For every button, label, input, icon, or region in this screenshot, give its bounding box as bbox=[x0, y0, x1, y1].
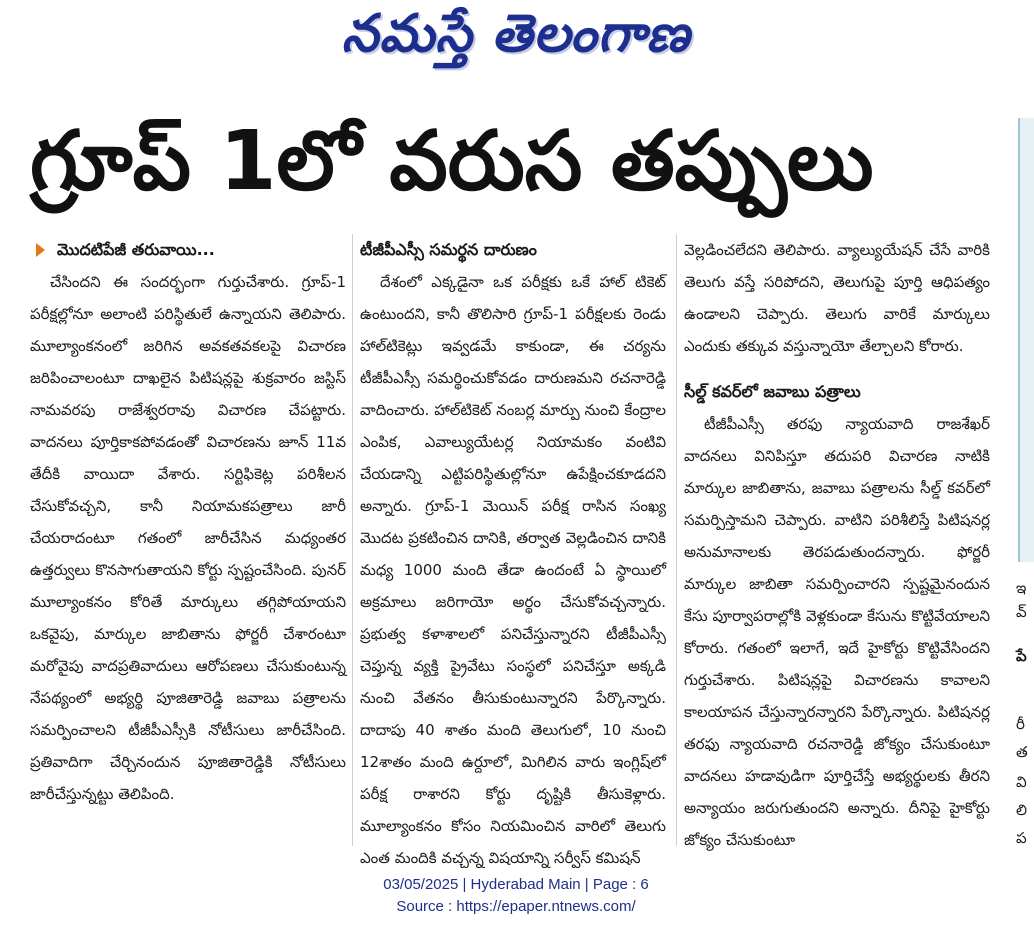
edge-fragment: లి bbox=[1016, 801, 1027, 819]
edge-fragment: ఇ bbox=[1016, 579, 1027, 597]
article-column-1 bbox=[30, 234, 346, 846]
edge-fragment: ప bbox=[1016, 829, 1027, 847]
column-divider bbox=[352, 234, 353, 846]
masthead-logo: నమస్తే తెలంగాణ bbox=[341, 4, 691, 64]
adjacent-article-sidebar bbox=[1018, 118, 1034, 562]
subhead-tgpsc-defence: టీజీపీఎస్సీ సమర్థన దారుణం bbox=[360, 240, 537, 259]
column-divider bbox=[676, 234, 677, 846]
article-column-3 bbox=[684, 234, 990, 849]
continuation-kicker bbox=[30, 234, 346, 266]
edge-fragment: పే bbox=[1016, 647, 1027, 665]
footer-source-link[interactable]: Source : https://epaper.ntnews.com/ bbox=[396, 898, 636, 915]
column-2-paragraph: దేశంలో ఎక్కడైనా ఒక పరీక్షకు ఒకే హాల్ టికెట్ ఉంటుందని, కానీ తొలిసారి గ్రూప్-1 పరీక్షలకు రెండు హాల్‌టికెట్లు ఇవ్వడమే కాకుండా, ఈ చర్యను టీజీపీఎస్సీ సమర్థించుకోవడం దారుణమని రచనారెడ్డి వాదించారు. హాల్‌టికెట్ నంబర్ల మార్పు నుంచి కేంద్రాల ఎంపిక, ఎవాల్యుయేటర్ల నియామకం వంటివి చేయడాన్ని ఎట్టిపరిస్థితుల్లోనూ ఉపేక్షించకూడదని అన్నారు. గ్రూప్-1 మెయిన్ పరీక్ష రాసిన సంఖ్య మొదట ప్రకటించిన దానికి, తర్వాత వెల్లడించిన దానికి మధ్య 1000 మంది తేడా ఉందంటే ఏ స్థాయిలో అక్రమాలు జరిగాయో అర్థం చేసుకోవచ్చన్నారు. ప్రభుత్వ కళాశాలలో పనిచేస్తున్నారని టీజీపీఎస్సీ చెప్తున్న వ్యక్తి ప్రైవేటు సంస్థలో పనిచేస్తూ అక్కడి నుంచి వేతనం తీసుకుంటున్నారని పేర్కొన్నారు. దాదాపు 40 శాతం మంది తెలుగులో, 10 నుంచి 12శాతం మంది ఉర్దూలో, మిగిలిన వారు ఇంగ్లిష్‌లో పరీక్ష రాశారని కోర్టు దృష్టికి తీసుకెళ్లారు. మూల్యాంకనం కోసం నియమించిన వారిలో తెలుగు ఎంత మందికి వచ్చన్న విషయాన్ని సర్వీస్ కమిషన్ bbox=[360, 273, 666, 867]
footer-edition-info: 03/05/2025 | Hyderabad Main | Page : 6 bbox=[383, 876, 649, 893]
article-headline: గ్రూప్ 1లో వరుస తప్పులు bbox=[30, 114, 874, 209]
arrow-right-icon bbox=[36, 243, 45, 257]
article-column-2 bbox=[360, 234, 666, 867]
subhead-sealed-cover: సీల్డ్ కవర్‌లో జవాబు పత్రాలు bbox=[684, 382, 861, 401]
column-3-paragraph: టీజీపీఎస్సీ తరఫు న్యాయవాది రాజశేఖర్ వాదనలు వినిపిస్తూ తదుపరి విచారణ నాటికి మార్కుల జాబితాను, జవాబు పత్రాలను సీల్డ్ కవర్‌లో సమర్పిస్తామని చెప్పారు. వాటిని పరిశీలిస్తే పిటిషనర్ల అనుమానాలకు తెరపడుతుందన్నారు. ఫోర్జరీ మార్కుల జాబితా సమర్పించారని స్పష్టమైనందున కేసు పూర్వాపరాల్లోకి వెళ్లకుండా కేసును కొట్టివేయాలని కోరారు. గతంలో ఇలాగే, ఇదే హైకోర్టు కొట్టివేసిందని గుర్తుచేశారు. పిటిషన్లపై విచారణను కావాలని కాలయాపన చేస్తున్నారన్నారని పేర్కొన్నారు. పిటిషనర్ల తరఫు న్యాయవాది రచనారెడ్డి జోక్యం చేసుకుంటూ వాదనలు హడావుడిగా పూర్తిచేస్తే అభ్యర్థులకు తీరని అన్యాయం జరుగుతుందని అన్నారు. దీనిపై హైకోర్టు జోక్యం చేసుకుంటూ bbox=[684, 415, 990, 849]
edge-fragment: త bbox=[1016, 743, 1028, 761]
edge-fragment: రీ bbox=[1016, 715, 1025, 733]
kicker-text: మొదటిపేజీ తరువాయి... bbox=[57, 240, 215, 259]
edge-fragment: వ్ bbox=[1016, 603, 1027, 621]
edge-fragment: వి bbox=[1016, 773, 1027, 791]
column-3-intro: వెల్లడించలేదని తెలిపారు. వ్యాల్యుయేషన్ చేసే వారికి తెలుగు వస్తే సరిపోదని, తెలుగుపై పూర్తి ఆధిపత్యం ఉండాలని చెప్పారు. తెలుగు వారికే మార్కులు ఎందుకు తక్కువ వస్తున్నాయో తేల్చాలని కోరారు. bbox=[684, 241, 990, 355]
column-1-paragraph: చేసిందని ఈ సందర్భంగా గుర్తుచేశారు. గ్రూప్-1 పరీక్షల్లోనూ అలాంటి పరిస్థితులే ఉన్నాయని తెలిపారు. మూల్యాంకనంలో జరిగిన అవకతవకలపై విచారణ జరిపించాలంటూ దాఖలైన పిటిషన్లపై శుక్రవారం జస్టిస్ నామవరపు రాజేశ్వరరావు విచారణ చేపట్టారు. వాదనలు పూర్తికాకపోవడంతో విచారణను జూన్ 11వ తేదీకి వాయిదా వేశారు. సర్టిఫికెట్ల పరిశీలన చేసుకోవచ్చని, కానీ నియామకపత్రాలు జారీ చేయరాదంటూ గతంలో జారీచేసిన మధ్యంతర ఉత్తర్వులు కొనసాగుతాయని కోర్టు స్పష్టంచేసింది. పునర్ మూల్యాంకనం కోరితే మార్కులు తగ్గిపోయాయని ఒకవైపు, మార్కుల జాబితాను ఫోర్జరీ చేశారంటూ మరోవైపు వాదప్రతివాదులు ఆరోపణలు చేసుకుంటున్న నేపథ్యంలో అభ్యర్థి పూజితారెడ్డి జవాబు పత్రాలను సమర్పించాలని టీజీపీఎస్సీకి నోటీసులు జారీచేసింది. ప్రతివాదిగా చేర్చినందున పూజితారెడ్డికి నోటీసులు జారీచేస్తున్నట్టు తెలిపింది. bbox=[30, 273, 346, 803]
